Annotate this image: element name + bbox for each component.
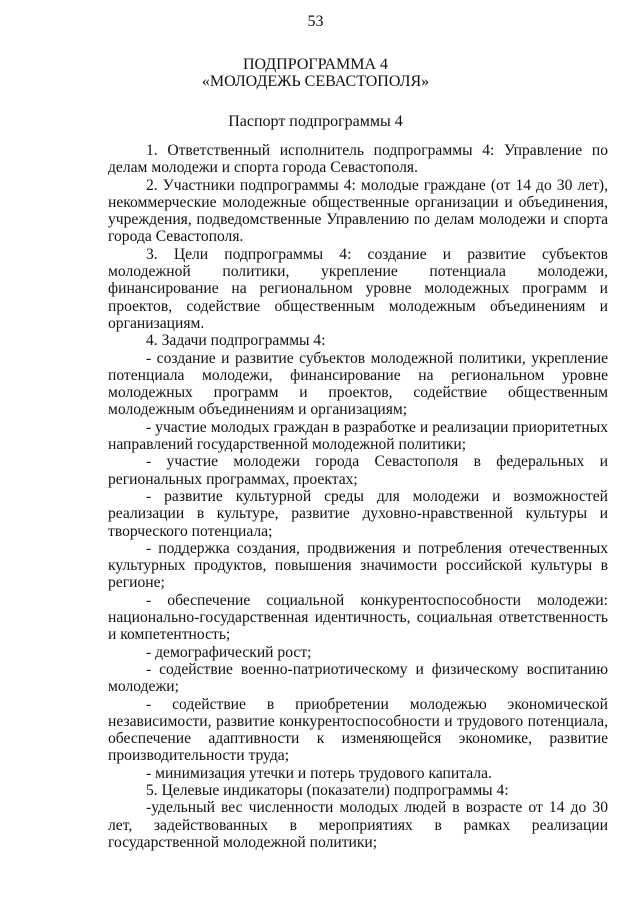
title-line-1: ПОДПРОГРАММА 4 <box>242 56 389 73</box>
paragraph-tasks-heading: 4. Задачи подпрограммы 4: <box>146 332 326 350</box>
task-item: - поддержка создания, продвижения и потребления отечественных культурных продуктов, повышения значимости российской культуры в регионе; <box>108 539 608 592</box>
indicator-item: -удельный вес численности молодых людей в возрасте от 14 до 30 лет, задействованных в мероприятиях в рамках реализации государственной молодежной политики; <box>108 799 608 851</box>
passport-body <box>108 142 608 851</box>
task-item: - участие молодых граждан в разработке и реализации приоритетных направлений государственной молодежной политики; <box>108 418 608 454</box>
paragraph-responsible-executor: 1. Ответственный исполнитель подпрограммы 4: Управление по делам молодежи и спорта города Севастополя. <box>108 142 608 177</box>
task-item: - содействие военно-патриотическому и физическому воспитанию молодежи; <box>108 660 608 696</box>
paragraph-participants: 2. Участники подпрограммы 4: молодые граждане (от 14 до 30 лет), некоммерческие молодежные общественные организации и объединения, учреждения, подведомственные Управлению по делам молодежи и спорта города Севастополя. <box>108 176 608 246</box>
task-item: - содействие в приобретении молодежью экономической независимости, развитие конкурентоспособности и трудового потенциала, обеспечение адаптивности к изменяющейся экономике, развитие производительности труда; <box>108 695 608 765</box>
task-item: - демографический рост; <box>146 643 312 661</box>
document-title <box>0 56 631 90</box>
section-subtitle: Паспорт подпрограммы 4 <box>228 113 403 130</box>
title-line-2: «МОЛОДЕЖЬ СЕВАСТОПОЛЯ» <box>201 73 430 90</box>
task-item: - создание и развитие субъектов молодежной политики, укрепление потенциала молодежи, финансирование на региональном уровне молодежных программ и проектов, содействие общественным молодежным объединениям и организациям; <box>108 349 608 419</box>
task-item: - участие молодежи города Севастополя в федеральных и региональных программах, проектах; <box>108 453 608 488</box>
task-item: - обеспечение социальной конкурентоспособности молодежи: национально-государственная идентичность, социальная ответственность и компетентность; <box>108 591 608 644</box>
paragraph-indicators-heading: 5. Целевые индикаторы (показатели) подпрограммы 4: <box>146 781 509 799</box>
task-item: - развитие культурной среды для молодежи и возможностей реализации в культуре, развитие духовно-нравственной культуры и творческого потенциала; <box>108 487 608 540</box>
task-item: - минимизация утечки и потерь трудового капитала. <box>146 764 492 782</box>
paragraph-goals: 3. Цели подпрограммы 4: создание и развитие субъектов молодежной политики, укрепление потенциала молодежи, финансирование на региональном уровне молодежных программ и проектов, содействие общественным молодежным объединениям и организациям. <box>108 245 608 332</box>
page-number: 53 <box>307 13 324 30</box>
